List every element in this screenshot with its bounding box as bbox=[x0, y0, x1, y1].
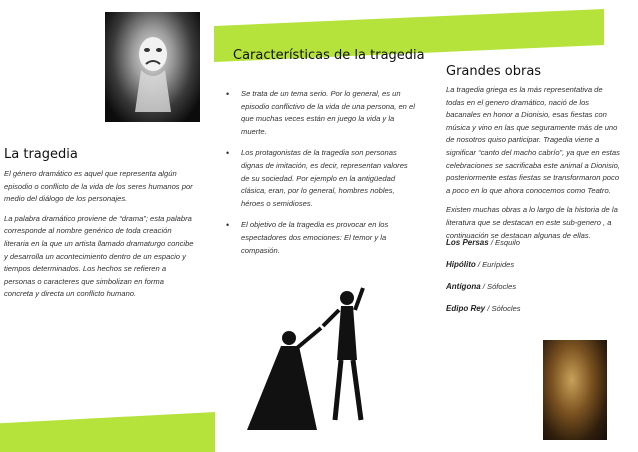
work-author: / Sófocles bbox=[480, 282, 517, 291]
tragedia-paragraph-2: La palabra dramático proviene de “drama”; esta palabra corresponde al nombre genérico de toda creación literaria en la que un artista llamado dramaturgo concibe y desarrolla un acontecimiento dentro de un espacio y tiempos determinados. Los hechos se refieren a personas o caracteres que simbolizan en forma concreta y directa un conflicto humano. bbox=[4, 213, 194, 299]
caracteristicas-list bbox=[226, 88, 416, 266]
work-title: Hipólito bbox=[446, 260, 476, 269]
work-author: / Esquilo bbox=[488, 238, 520, 247]
section-title-grandes-obras: Grandes obras bbox=[446, 64, 542, 79]
green-banner-bottom bbox=[0, 412, 215, 452]
list-item: • Se trata de un tema serio. Por lo general, es un episodio conflictivo de la vida de una persona, en el que muchas veces están en juego la vida y la muerte. bbox=[226, 88, 416, 138]
list-item bbox=[446, 238, 626, 247]
work-author: / Eurípides bbox=[475, 260, 515, 269]
grandes-obras-text bbox=[446, 84, 622, 249]
tragedia-paragraph-1: El género dramático es aquel que representa algún episodio o conflicto de la vida de los seres humanos por medio del diálogo de los personajes. bbox=[4, 169, 193, 204]
list-item bbox=[446, 304, 626, 313]
section-title-tragedia: La tragedia bbox=[4, 147, 78, 162]
list-item bbox=[446, 282, 626, 291]
work-title: Edipo Rey bbox=[446, 304, 486, 313]
tragedy-mask-illustration bbox=[105, 12, 200, 122]
work-title: Antígona bbox=[446, 282, 481, 291]
painting-image bbox=[543, 340, 607, 440]
grandes-obras-paragraph-2: Existen muchas obras a lo largo de la historia de la literatura que se destacan en este sub-genero , a continuación se destacan algunas de ellas. bbox=[446, 205, 618, 240]
dramatic-couple-illustration bbox=[237, 280, 387, 440]
work-author: / Sófocles bbox=[485, 304, 521, 313]
grandes-obras-paragraph-1: La tragedia griega es la más representativa de todas en el genero dramático, nació de los bacanales en honor a Dionisio, esas fiestas con música y vino en las que seguramente más de uno de nosotros quiso participar. Tragedia viene a significar “canto del macho cabrío”, ya que en estas celebraciones se sacrificaba este animal a Dionisio, posteriormente estas fiestas se transformaron poco a poco en lo que ahora conocemos como Teatro. bbox=[446, 85, 620, 195]
list-item bbox=[446, 260, 626, 269]
tragedia-text bbox=[4, 168, 194, 308]
works-list bbox=[446, 238, 626, 326]
work-title: Los Persas bbox=[446, 238, 489, 247]
list-item: • El objetivo de la tragedia es provocar en los espectadores dos emociones: El temor y la compasión. bbox=[226, 219, 416, 257]
section-title-caracteristicas: Características de la tragedia bbox=[233, 48, 425, 63]
list-item: • Los protagonistas de la tragedia son personas dignas de imitación, es decir, representan valores de su sociedad. Por ejemplo en la antigüedad clásica, eran, por lo general, hombres nobles, héroes o semidioses. bbox=[226, 147, 416, 210]
